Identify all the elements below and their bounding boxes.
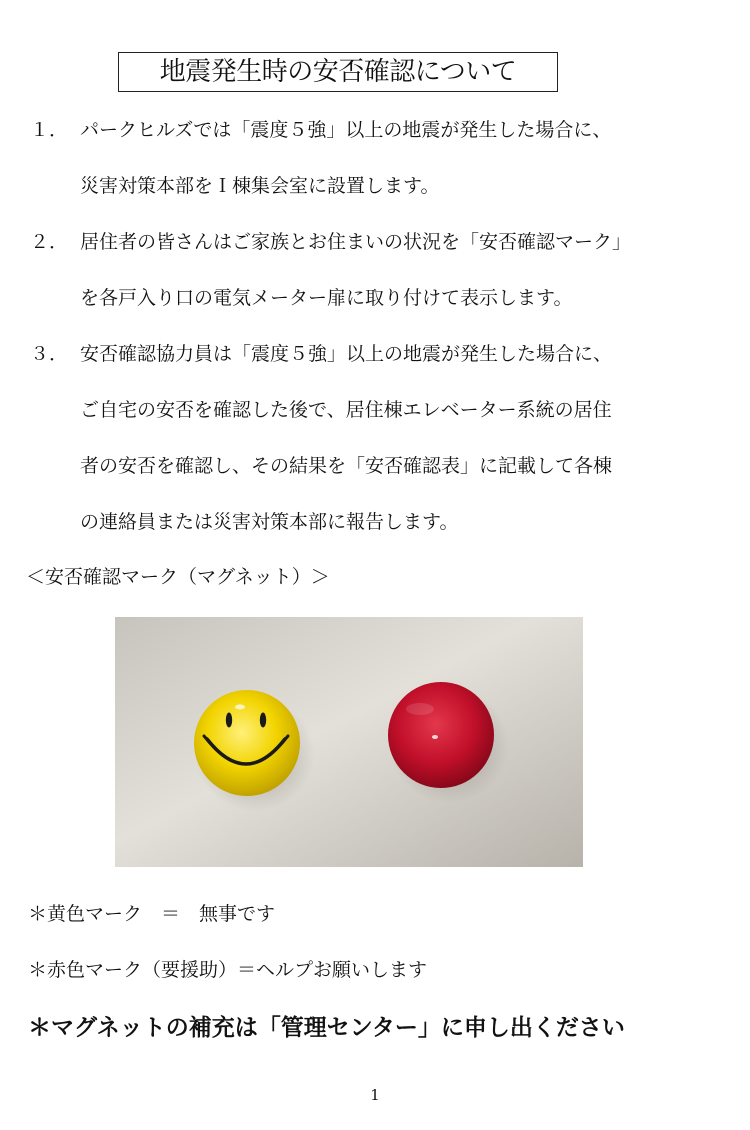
page-title: 地震発生時の安否確認について (118, 52, 558, 92)
item-line: 者の安否を確認し、その結果を「安否確認表」に記載して各棟 (80, 455, 613, 477)
page-number: 1 (370, 1086, 380, 1104)
item-body (80, 102, 730, 214)
magnet-photo (115, 617, 583, 867)
photo-caption: ＜安否確認マーク（マグネット）＞ (26, 566, 330, 588)
list-item-2 (30, 214, 730, 326)
list-item-3 (30, 326, 730, 550)
item-number: ３． (30, 343, 69, 365)
item-number: ２． (30, 231, 69, 253)
item-body (80, 326, 730, 550)
item-line: ご自宅の安否を確認した後で、居住棟エレベーター系統の居住 (80, 399, 612, 421)
item-line: 居住者の皆さんはご家族とお住まいの状況を「安否確認マーク」 (80, 231, 632, 253)
item-line: 災害対策本部をＩ棟集会室に設置します。 (80, 175, 440, 197)
photo-background (115, 617, 583, 867)
item-line: を各戸入り口の電気メーター扉に取り付けて表示します。 (80, 287, 573, 309)
yellow-mark-note: ＊黄色マーク ＝ 無事です (28, 903, 276, 925)
magnet-supply-note: ＊マグネットの補充は「管理センター」に申し出ください (28, 1015, 625, 1041)
item-line: の連絡員または災害対策本部に報告します。 (80, 511, 459, 533)
item-number: １． (30, 119, 69, 141)
item-body (80, 214, 730, 326)
item-line: パークヒルズでは「震度５強」以上の地震が発生した場合に、 (80, 119, 612, 141)
item-line: 安否確認協力員は「震度５強」以上の地震が発生した場合に、 (80, 343, 613, 365)
red-mark-note: ＊赤色マーク（要援助）＝ヘルプお願いします (28, 959, 428, 981)
list-item-1 (30, 102, 730, 214)
